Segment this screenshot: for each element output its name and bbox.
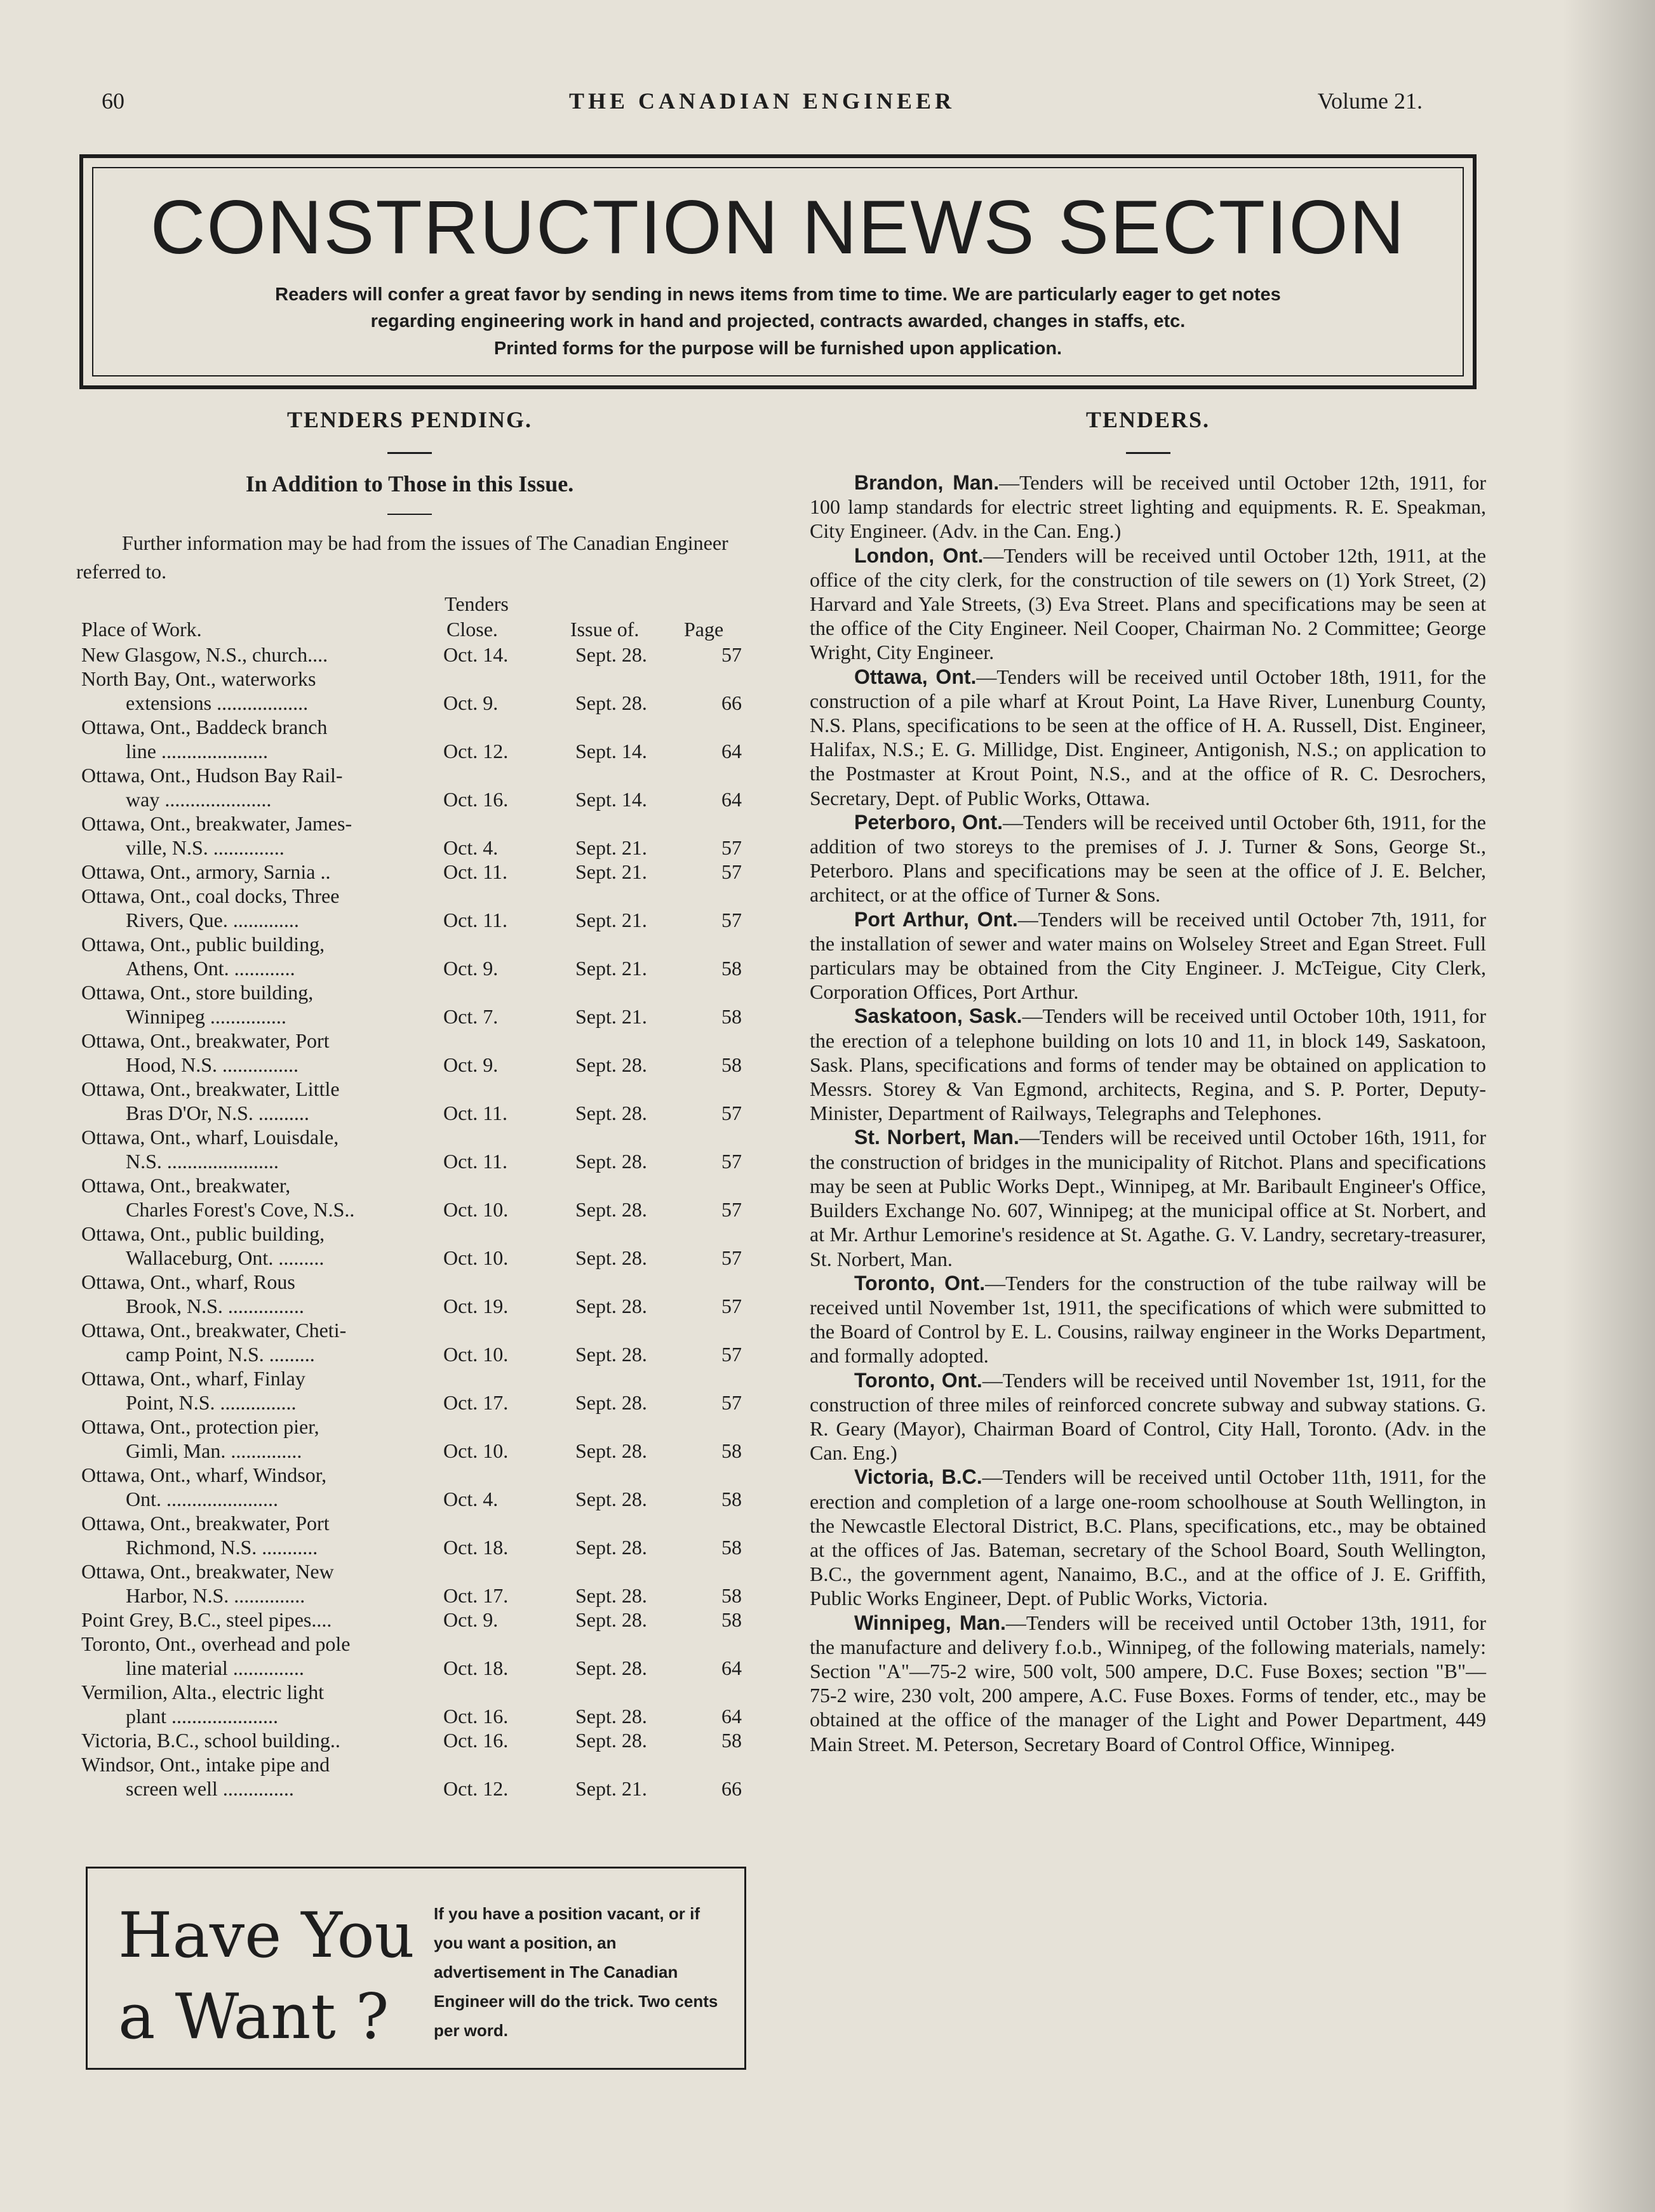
tender-pending-row [76,1415,743,1463]
tenders-close-date: Oct. 16. [443,1728,509,1752]
banner-line: regarding engineering work in hand and projected, contracts awarded, changes in staffs, etc. [370,311,1186,332]
tenders-close-date: Oct. 9. [443,691,499,714]
page-ref: 58 [721,1439,742,1462]
tender-pending-row [76,1463,743,1511]
place-of-work: Ottawa, Ont., coal docks, Three [81,884,340,907]
page-edge-shadow [1562,0,1655,2212]
tender-text: —Tenders will be received until November 1st, 1911, for the construction of three miles of reinforced concrete subway and subway stations. G. R. Geary (Mayor), Chairman Board of Control, City Hall, Toronto. (Adv. in the Can. Eng.) [810,1368,1487,1465]
tender-item [810,907,1486,1004]
issue-date: Sept. 28. [575,1656,647,1679]
row-line [76,1583,743,1608]
issue-date: Sept. 28. [575,691,647,714]
row-line [76,956,743,980]
running-head [102,88,1423,119]
tenders-close-date: Oct. 7. [443,1004,499,1028]
place-of-work-continued: Winnipeg ............... [126,1004,286,1028]
row-line [76,1246,743,1270]
tender-item [810,1465,1486,1610]
tender-pending-row [76,1318,743,1366]
tender-place: Port Arthur, Ont. [854,907,1018,931]
place-of-work-continued: Point, N.S. ............... [126,1390,297,1414]
tenders-close-date: Oct. 10. [443,1439,509,1462]
tender-text: —Tenders will be received until October 18th, 1911, for the construction of a pile wharf at Krout Point, La Have River, Lunenburg County, N.S. Plans, specifications to be seen at the office of H. A. Russell, Dist. Engineer, Halifax, N.S.; E. G. Millidge, Dist. Engineer, Antigonish, N.S.; on application to the Postmaster at Krout Point, N.S., and at the office of R. C. Desrochers, Secretary, Dept. of Public Works, Ottawa. [810,665,1486,810]
issue-date: Sept. 21. [575,860,647,883]
issue-date: Sept. 21. [575,956,647,980]
place-of-work-continued: Wallaceburg, Ont. ......... [126,1246,325,1269]
page-ref: 58 [721,1583,742,1607]
tender-pending-row [76,860,743,884]
page-number: 60 [102,88,124,114]
tender-pending-row [76,1752,743,1801]
place-of-work: North Bay, Ont., waterworks [81,667,316,690]
tender-place: Toronto, Ont. [854,1271,986,1295]
tenders-close-date: Oct. 11. [443,1149,508,1173]
tender-item [810,1611,1486,1756]
tender-pending-row [76,1077,743,1125]
tenders-pending-subheading: In Addition to Those in this Issue. [245,471,574,496]
journal-title: THE CANADIAN ENGINEER [568,88,956,114]
tender-pending-row [76,1173,743,1222]
column-close-header: Close. [446,617,498,641]
row-line [76,1318,743,1342]
place-of-work-continued: ville, N.S. .............. [126,836,285,859]
page-ref: 64 [721,787,742,811]
row-line [76,1173,743,1197]
tender-pending-row [76,1366,743,1415]
page-ref: 58 [721,1728,742,1752]
row-line [76,1776,743,1801]
place-of-work-continued: Charles Forest's Cove, N.S.. [126,1197,355,1221]
volume-label: Volume 21. [1317,88,1423,114]
issue-date: Sept. 28. [575,1535,647,1559]
tender-item [810,470,1486,543]
section-rule [1126,452,1170,454]
tender-item [810,543,1486,665]
place-of-work-continued: Ont. ...................... [126,1487,278,1510]
tender-pending-row [76,715,743,763]
row-line [76,1439,743,1463]
row-line [76,1632,743,1656]
tenders-close-date: Oct. 18. [443,1656,509,1679]
tender-item [810,1004,1486,1125]
row-line [76,884,743,908]
tender-pending-row [76,1559,743,1608]
column-tenders-header: Tenders [445,592,509,615]
column-page-header: Page [684,617,724,641]
row-line [76,1101,743,1125]
issue-date: Sept. 21. [575,1004,647,1028]
issue-date: Sept. 28. [575,1487,647,1510]
tenders-close-date: Oct. 18. [443,1535,509,1559]
place-of-work-continued: N.S. ...................... [126,1149,279,1173]
row-line [76,980,743,1004]
row-line [76,1559,743,1583]
advert-text: If you have a position vacant, or if you want a position, an advertisement in The Canadian Engineer will do the trick. Two cents per word. [434,1904,718,2040]
tenders-close-date: Oct. 12. [443,739,509,763]
place-of-work: Ottawa, Ont., breakwater, Port [81,1029,330,1052]
row-line [76,1053,743,1077]
row-line [76,1197,743,1222]
row-line [76,1366,743,1390]
place-of-work: Windsor, Ont., intake pipe and [81,1752,330,1776]
row-line [76,763,743,787]
row-line [76,860,743,884]
row-line [76,1390,743,1415]
have-you-a-want-advert [86,1867,746,2070]
place-of-work: Ottawa, Ont., wharf, Louisdale, [81,1125,339,1149]
tenders-pending-list [76,643,743,1801]
row-line [76,1680,743,1704]
row-line [76,1487,743,1511]
place-of-work-continued: Athens, Ont. ............ [126,956,295,980]
place-of-work-continued: camp Point, N.S. ......... [126,1342,315,1366]
place-of-work: Toronto, Ont., overhead and pole [81,1632,351,1655]
page-ref: 57 [721,908,742,931]
column-place-header: Place of Work. [81,617,202,641]
page-ref: 58 [721,1053,742,1076]
tender-pending-row [76,1608,743,1632]
place-of-work: New Glasgow, N.S., church.... [81,643,328,666]
tender-item [810,810,1486,907]
row-line [76,811,743,836]
tenders-close-date: Oct. 10. [443,1246,509,1269]
place-of-work: Point Grey, B.C., steel pipes.... [81,1608,332,1631]
row-line [76,739,743,763]
advert-title-line: a Want ? [118,1981,389,2053]
tender-pending-row [76,763,743,811]
page-ref: 64 [721,1704,742,1728]
tenders-close-date: Oct. 4. [443,836,499,859]
row-line [76,1415,743,1439]
tenders-pending-heading: TENDERS PENDING. [286,407,533,432]
place-of-work-continued: line material .............. [126,1656,304,1679]
page-ref: 58 [721,1004,742,1028]
section-rule [387,452,432,454]
place-of-work: Ottawa, Ont., Baddeck branch [81,715,328,738]
row-line [76,1342,743,1366]
issue-date: Sept. 14. [575,739,647,763]
tenders-close-date: Oct. 19. [443,1294,509,1317]
place-of-work: Ottawa, Ont., Hudson Bay Rail- [81,763,343,787]
page-ref: 66 [721,1776,742,1800]
tender-place: London, Ont. [854,543,984,567]
place-of-work-continued: Hood, N.S. ............... [126,1053,299,1076]
row-line [76,1463,743,1487]
tenders-heading: TENDERS. [1085,407,1210,432]
place-of-work-continued: Richmond, N.S. ........... [126,1535,318,1559]
place-of-work: Ottawa, Ont., public building, [81,1222,325,1245]
advert-title-line: Have You [118,1900,415,1972]
tenders-pending-intro: Further information may be had from the issues of The Canadian Engineer referred to. [76,531,728,583]
tender-place: Victoria, B.C. [854,1465,982,1489]
row-line [76,1149,743,1173]
place-of-work: Ottawa, Ont., protection pier, [81,1415,319,1438]
page-ref: 58 [721,1487,742,1510]
tender-place: Ottawa, Ont. [854,665,977,688]
page-ref: 58 [721,1535,742,1559]
tender-pending-row [76,1511,743,1559]
tenders-close-date: Oct. 10. [443,1197,509,1221]
tender-text: —Tenders will be received until October 10th, 1911, for the erection of a telephone building on lots 10 and 11, in block 149, Saskatoon, Sask. Plans, specifications and forms of tender may be obtained on application to Messrs. Storey & Van Egmond, architects, Regina, and S. P. Porter, Deputy-Minister, Department of Railways, Telegraphs and Telephones. [810,1004,1487,1125]
issue-date: Sept. 21. [575,1776,647,1800]
issue-date: Sept. 28. [575,1149,647,1173]
tender-place: Brandon, Man. [854,471,1000,494]
page-ref: 57 [721,860,742,883]
place-of-work: Ottawa, Ont., public building, [81,932,325,956]
banner-inner-frame [92,167,1464,376]
tender-pending-row [76,884,743,932]
page-ref: 57 [721,1390,742,1414]
tender-pending-row [76,1125,743,1173]
tender-text: —Tenders for the construction of the tube railway will be received until November 1st, 1911, the specifications of which were submitted to the Board of Control by E. L. Cousins, railway engineer in the Works Department, and formally adopted. [810,1271,1487,1368]
page-ref: 57 [721,836,742,859]
place-of-work: Ottawa, Ont., armory, Sarnia .. [81,860,331,883]
row-line [76,643,743,667]
page-ref: 58 [721,956,742,980]
row-line [76,1704,743,1728]
row-line [76,1608,743,1632]
tenders-close-date: Oct. 11. [443,1101,508,1124]
tenders-close-date: Oct. 16. [443,1704,509,1728]
place-of-work: Ottawa, Ont., wharf, Finlay [81,1366,305,1390]
tender-item [810,1368,1486,1465]
tender-place: Winnipeg, Man. [854,1611,1006,1634]
tender-text: —Tenders will be received until October 16th, 1911, for the construction of bridges in the municipality of Ritchot. Plans and specifications may be seen at Public Works Dept., Winnipeg, at Mr. Baribault Engineer's Office, Builders Exchange No. 607, Winnipeg; at the municipal office at St. Norbert, and at Mr. Arthur Lemorine's residence at St. Agathe. G. V. Landry, secretary-treasurer, St. Norbert, Man. [810,1126,1486,1270]
row-line [76,1004,743,1029]
tender-pending-row [76,932,743,980]
issue-date: Sept. 28. [575,1246,647,1269]
issue-date: Sept. 28. [575,1728,647,1752]
tender-item [810,1125,1486,1270]
tender-text: —Tenders will be received until October 12th, 1911, at the office of the city clerk, for the construction of tile sewers on (1) York Street, (2) Harvard and Yale Streets, (3) Eva Street. Plans and specifications may be seen at the office of the City Engineer. Neil Cooper, Chairman No. 2 Committee; George Wright, City Engineer. [810,543,1487,664]
issue-date: Sept. 28. [575,1294,647,1317]
page-ref: 57 [721,1342,742,1366]
issue-date: Sept. 14. [575,787,647,811]
tenders-column [810,406,1486,1756]
tender-place: Peterboro, Ont. [854,810,1003,834]
row-line [76,1656,743,1680]
tenders-close-date: Oct. 9. [443,1608,499,1631]
place-of-work-continued: Brook, N.S. ............... [126,1294,304,1317]
place-of-work-continued: screen well .............. [126,1776,294,1800]
place-of-work-continued: plant ..................... [126,1704,278,1728]
tender-text: —Tenders will be received until October 13th, 1911, for the manufacture and delivery f.o.b., Winnipeg, of the following materials, namely: Section "A"—75-2 wire, 500 volt, 500 ampere, D.C. Fuse Boxes; section "B"—75-2 wire, 230 volt, 200 ampere, A.C. Fuse Boxes. Forms of tender, etc., may be obtained at the office of the manager of the Light and Power Department, 449 Main Street. M. Peterson, Secretary Board of Control Office, Winnipeg. [810,1611,1487,1756]
tender-pending-row [76,643,743,667]
column-issue-header: Issue of. [570,617,640,641]
tenders-list [810,470,1486,1756]
page-ref: 57 [721,1294,742,1317]
tenders-close-date: Oct. 11. [443,860,508,883]
row-line [76,836,743,860]
issue-date: Sept. 28. [575,1053,647,1076]
section-rule [387,514,432,515]
issue-date: Sept. 28. [575,1390,647,1414]
tender-place: St. Norbert, Man. [854,1126,1019,1149]
issue-date: Sept. 28. [575,1197,647,1221]
row-line [76,1728,743,1752]
tenders-pending-column [76,406,743,1801]
tender-pending-row [76,1728,743,1752]
place-of-work: Ottawa, Ont., breakwater, New [81,1559,334,1583]
issue-date: Sept. 28. [575,1342,647,1366]
row-line [76,1294,743,1318]
issue-date: Sept. 28. [575,1101,647,1124]
place-of-work-continued: way ..................... [126,787,272,811]
row-line [76,1752,743,1776]
tenders-close-date: Oct. 17. [443,1390,509,1414]
place-of-work-continued: line ..................... [126,739,268,763]
place-of-work: Ottawa, Ont., breakwater, James- [81,811,352,835]
tenders-close-date: Oct. 4. [443,1487,499,1510]
advert-title [118,1895,474,2058]
place-of-work: Ottawa, Ont., store building, [81,980,314,1004]
tenders-close-date: Oct. 17. [443,1583,509,1607]
tenders-close-date: Oct. 10. [443,1342,509,1366]
page-ref: 57 [721,1197,742,1221]
tender-item [810,1271,1486,1368]
tender-text: —Tenders will be received until October 12th, 1911, for 100 lamp standards for electric street lighting and equipments. R. E. Speakman, City Engineer. (Adv. in the Can. Eng.) [810,471,1487,543]
place-of-work: Ottawa, Ont., breakwater, Port [81,1511,330,1535]
place-of-work-continued: Harbor, N.S. .............. [126,1583,305,1607]
tender-text: —Tenders will be received until October 7th, 1911, for the installation of sewer and water mains on Wolseley Street and Egan Street. Full particulars may be obtained from the City Engineer. J. McTeigue, City Clerk, Corporation Offices, Port Arthur. [810,907,1487,1004]
row-line [76,787,743,811]
tender-pending-row [76,1680,743,1728]
page-ref: 57 [721,1149,742,1173]
place-of-work-continued: Gimli, Man. .............. [126,1439,302,1462]
place-of-work-continued: extensions .................. [126,691,309,714]
page-ref: 64 [721,1656,742,1679]
tender-text: —Tenders will be received until October 11th, 1911, for the erection and completion of a large one-room schoolhouse at South Wellington, in the Newcastle Electoral District, B.C. Plans, specifications, etc., may be obtained at the offices of Jas. Bateman, secretary of the School Board, South Wellington, B.C., the government agent, Nanaimo, B.C., and at the office of J. E. Griffith, Public Works Engineer, Dept. of Public Works, Victoria. [810,1465,1487,1610]
row-line [76,1125,743,1149]
place-of-work: Ottawa, Ont., breakwater, Cheti- [81,1318,347,1342]
place-of-work-continued: Bras D'Or, N.S. .......... [126,1101,309,1124]
tenders-close-date: Oct. 12. [443,1776,509,1800]
tender-item [810,665,1486,810]
tenders-close-date: Oct. 16. [443,787,509,811]
row-line [76,667,743,691]
place-of-work: Ottawa, Ont., breakwater, Little [81,1077,340,1100]
row-line [76,1535,743,1559]
tenders-table-header [76,592,743,643]
row-line [76,715,743,739]
issue-date: Sept. 28. [575,1439,647,1462]
row-line [76,1270,743,1294]
issue-date: Sept. 28. [575,1583,647,1607]
row-line [76,908,743,932]
tender-pending-row [76,1029,743,1077]
issue-date: Sept. 28. [575,1704,647,1728]
place-of-work: Ottawa, Ont., breakwater, [81,1173,291,1197]
tender-pending-row [76,1270,743,1318]
page-ref: 58 [721,1608,742,1631]
tenders-close-date: Oct. 11. [443,908,508,931]
issue-date: Sept. 28. [575,643,647,666]
tender-pending-row [76,1632,743,1680]
tender-pending-row [76,811,743,860]
tender-place: Toronto, Ont. [854,1368,982,1392]
place-of-work: Ottawa, Ont., wharf, Rous [81,1270,295,1293]
issue-date: Sept. 28. [575,1608,647,1631]
place-of-work: Ottawa, Ont., wharf, Windsor, [81,1463,327,1486]
row-line [76,1029,743,1053]
tender-pending-row [76,980,743,1029]
banner-line: Readers will confer a great favor by sending in news items from time to time. We are particularly eager to get notes [275,284,1281,305]
page-ref: 66 [721,691,742,714]
row-line [76,1222,743,1246]
place-of-work-continued: Rivers, Que. ............. [126,908,299,931]
tender-place: Saskatoon, Sask. [854,1004,1022,1028]
banner-title: CONSTRUCTION NEWS SECTION [150,185,1406,270]
tender-pending-row [76,1222,743,1270]
row-line [76,1077,743,1101]
page-ref: 57 [721,1246,742,1269]
page-ref: 57 [721,643,742,666]
place-of-work: Victoria, B.C., school building.. [81,1728,340,1752]
tender-text: —Tenders will be received until October 6th, 1911, for the addition of two storeys to the premises of J. J. Turner & Sons, George St., Peterboro. Plans and specifications may be seen at the office of J. E. Belcher, architect, or at the office of Turner & Sons. [810,810,1487,907]
page-ref: 57 [721,1101,742,1124]
place-of-work: Vermilion, Alta., electric light [81,1680,325,1703]
tender-pending-row [76,667,743,715]
issue-date: Sept. 21. [575,908,647,931]
construction-news-banner [79,154,1477,389]
tenders-close-date: Oct. 9. [443,1053,499,1076]
row-line [76,1511,743,1535]
banner-notice [93,281,1463,362]
page-ref: 64 [721,739,742,763]
banner-line: Printed forms for the purpose will be furnished upon application. [493,338,1062,359]
tenders-close-date: Oct. 9. [443,956,499,980]
tenders-close-date: Oct. 14. [443,643,509,666]
row-line [76,932,743,956]
row-line [76,691,743,715]
issue-date: Sept. 21. [575,836,647,859]
